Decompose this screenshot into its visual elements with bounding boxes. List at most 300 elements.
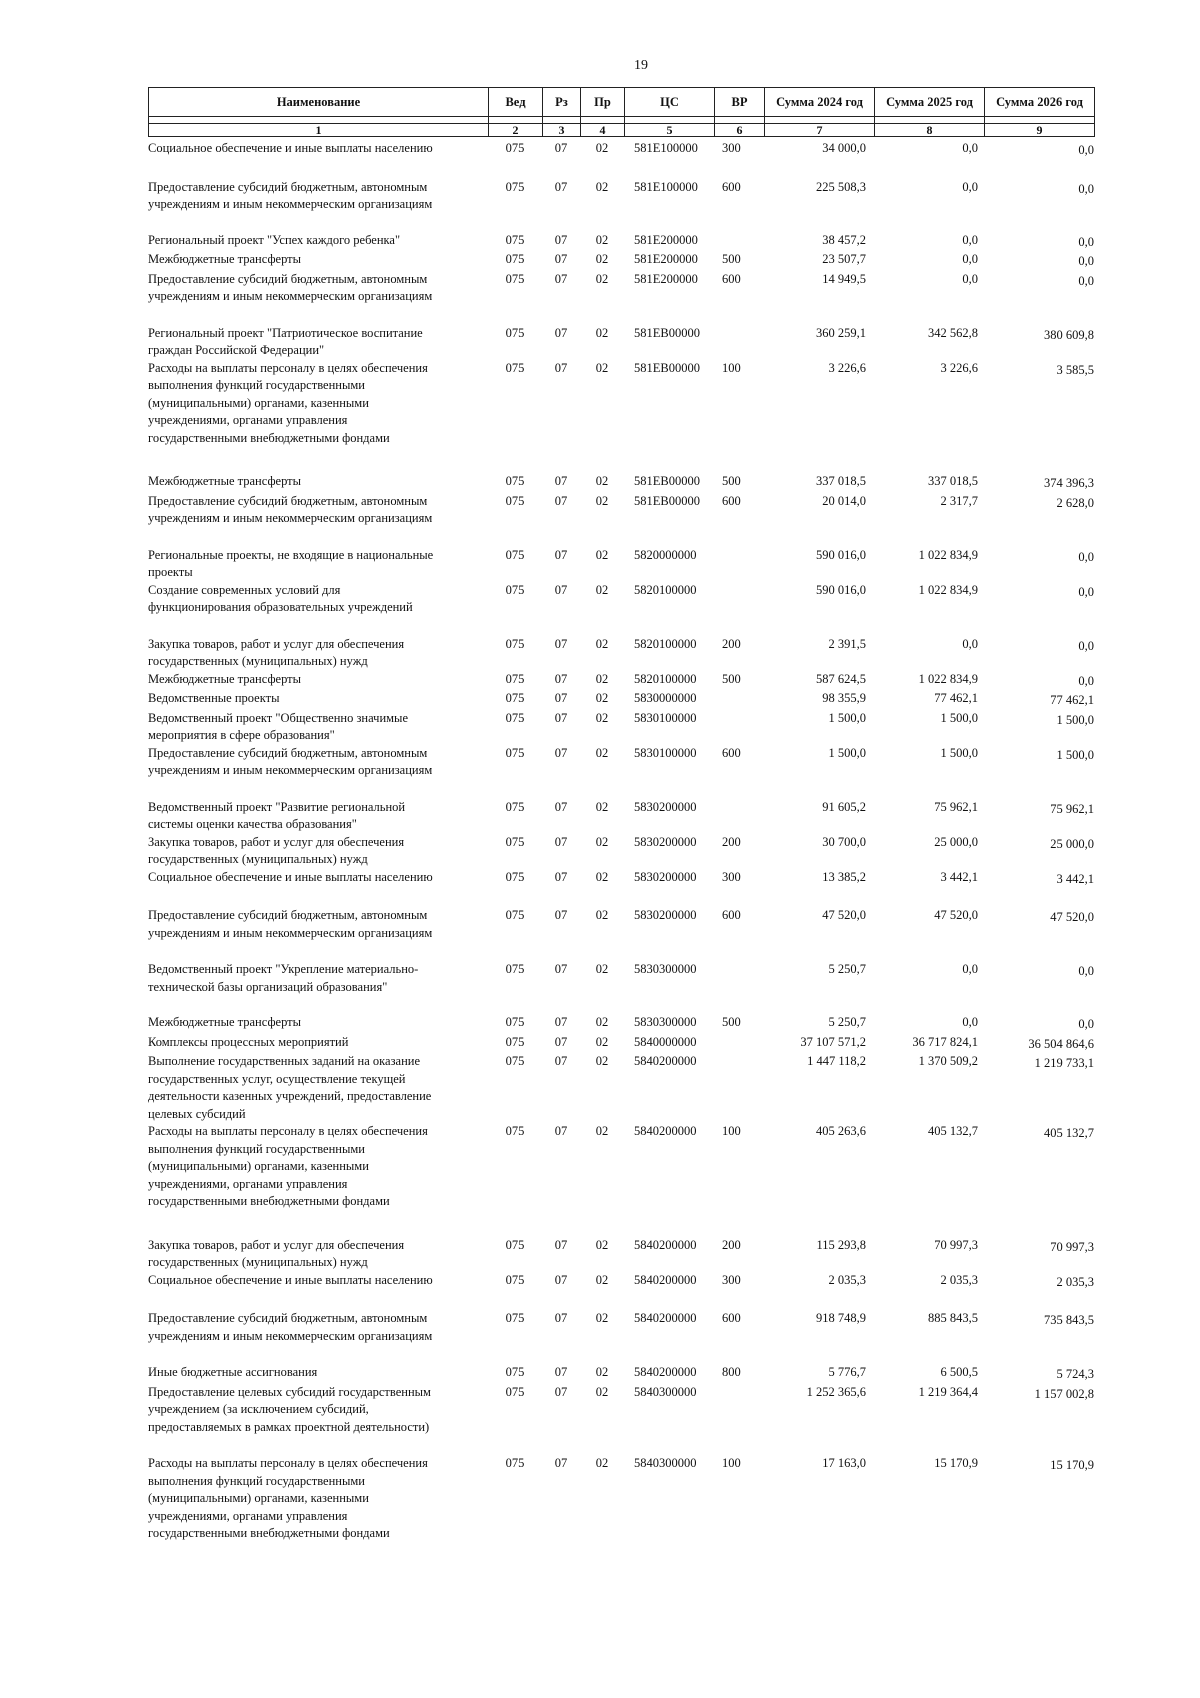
cell-pr: 02 — [595, 271, 609, 286]
cell-cs: 5840200000 — [634, 1054, 697, 1068]
cell-sum-2025: 0,0 — [962, 271, 978, 286]
cell-name-line: Предоставление субсидий бюджетным, автономным — [148, 745, 428, 760]
cell-name-line: Иные бюджетные ассигнования — [148, 1365, 318, 1379]
cell-sum-2026: 0,0 — [1078, 638, 1094, 653]
cell-sum-2026: 0,0 — [1078, 584, 1094, 599]
header-sum-2025: Сумма 2025 год — [875, 88, 985, 117]
cell-sum-2026: 0,0 — [1078, 181, 1094, 196]
cell-pr: 02 — [595, 908, 609, 922]
cell-ved: 075 — [505, 1034, 525, 1049]
cell-vr: 300 — [722, 869, 741, 884]
cell-sum-2025: 36 717 824,1 — [912, 1034, 978, 1049]
cell-rz: 07 — [554, 1034, 568, 1049]
cell-sum-2026: 0,0 — [1078, 549, 1094, 564]
cell-sum-2025: 0,0 — [962, 232, 978, 247]
cell-sum-2024: 337 018,5 — [816, 474, 866, 488]
cell-name-line: граждан Российской Федерации" — [148, 343, 325, 357]
cell-vr: 500 — [722, 252, 741, 266]
column-number: 1 — [149, 124, 489, 137]
cell-sum-2024: 23 507,7 — [822, 252, 866, 266]
cell-name-line: Социальное обеспечение и иные выплаты населению — [148, 141, 433, 155]
cell-name-line: технической базы организаций образования" — [148, 979, 388, 994]
cell-pr: 02 — [595, 745, 609, 760]
cell-name-line: целевых субсидий — [148, 1106, 246, 1121]
cell-pr: 02 — [595, 962, 609, 976]
cell-sum-2025: 0,0 — [962, 179, 978, 194]
cell-sum-2025: 2 317,7 — [940, 493, 978, 508]
cell-vr: 100 — [722, 1124, 741, 1138]
cell-sum-2025: 1 500,0 — [940, 710, 978, 725]
cell-sum-2026: 0,0 — [1078, 143, 1094, 157]
cell-name-line: выполнения функций государственными — [148, 1473, 365, 1488]
cell-vr: 500 — [722, 474, 741, 488]
cell-rz: 07 — [554, 1272, 568, 1287]
cell-name-line: государственными внебюджетными фондами — [148, 1194, 390, 1208]
table-body — [148, 140, 1094, 1543]
table-row — [148, 325, 1094, 360]
cell-name-line: учреждениями, органами управления — [148, 413, 348, 427]
cell-cs: 5840200000 — [634, 1311, 697, 1325]
cell-vr — [714, 547, 764, 582]
cell-sum-2026: 1 219 733,1 — [1034, 1056, 1094, 1070]
cell-name — [148, 1384, 488, 1437]
cell-vr — [714, 232, 764, 252]
cell-rz: 07 — [554, 547, 568, 562]
cell-name-line: (муниципальными) органами, казенными — [148, 395, 369, 410]
cell-name-line: Расходы на выплаты персоналу в целях обеспечения — [148, 1124, 428, 1138]
cell-sum-2025: 1 022 834,9 — [918, 547, 978, 562]
cell-name — [148, 493, 488, 528]
cell-rz: 07 — [554, 908, 568, 922]
table-row — [148, 690, 1094, 710]
cell-sum-2026: 1 157 002,8 — [1034, 1386, 1094, 1401]
cell-sum-2026: 1 500,0 — [1056, 712, 1094, 727]
cell-name-line: Межбюджетные трансферты — [148, 252, 302, 266]
table-row — [148, 1123, 1094, 1211]
cell-cs: 581E200000 — [634, 271, 698, 286]
cell-sum-2026: 0,0 — [1078, 964, 1094, 978]
cell-rz: 07 — [554, 360, 568, 375]
cell-vr: 200 — [722, 1237, 741, 1252]
cell-vr: 100 — [722, 1456, 741, 1470]
cell-cs: 581EB00000 — [634, 493, 700, 508]
cell-cs: 581E200000 — [634, 252, 698, 266]
cell-rz: 07 — [554, 1054, 568, 1068]
cell-cs: 5820100000 — [634, 671, 697, 686]
cell-ved: 075 — [505, 474, 525, 488]
cell-sum-2026: 36 504 864,6 — [1028, 1036, 1094, 1051]
cell-ved: 075 — [505, 582, 525, 597]
cell-rz: 07 — [554, 710, 568, 725]
cell-sum-2025: 0,0 — [962, 636, 978, 651]
cell-name — [148, 1455, 488, 1543]
table-row — [148, 710, 1094, 745]
cell-cs: 5820100000 — [634, 636, 697, 651]
cell-name-line: учреждениями, органами управления — [148, 1508, 348, 1523]
cell-vr: 200 — [722, 834, 741, 849]
cell-name — [148, 473, 488, 493]
cell-name-line: проекты — [148, 565, 193, 579]
cell-sum-2024: 2 391,5 — [828, 636, 866, 651]
cell-name — [148, 710, 488, 745]
cell-name — [148, 1272, 488, 1292]
cell-cs: 5830300000 — [634, 1015, 697, 1029]
cell-vr: 200 — [722, 636, 741, 651]
cell-name — [148, 745, 488, 780]
cell-sum-2025: 1 370 509,2 — [918, 1054, 978, 1068]
cell-pr: 02 — [595, 493, 609, 508]
cell-rz: 07 — [554, 1311, 568, 1325]
cell-vr: 300 — [722, 1272, 741, 1287]
cell-name — [148, 671, 488, 691]
cell-cs: 581EB00000 — [634, 325, 700, 340]
column-number: 3 — [543, 124, 581, 137]
cell-name — [148, 961, 488, 996]
cell-rz: 07 — [554, 474, 568, 488]
table-row — [148, 1053, 1094, 1123]
table-row — [148, 1364, 1094, 1384]
cell-name-line: учреждениям и иным некоммерческим организациям — [148, 511, 433, 525]
cell-name-line: Региональные проекты, не входящие в национальные — [148, 547, 434, 562]
cell-cs: 5830200000 — [634, 908, 697, 922]
cell-sum-2024: 38 457,2 — [822, 232, 866, 247]
cell-name-line: государственных (муниципальных) нужд — [148, 654, 368, 668]
cell-name-line: Предоставление субсидий бюджетным, автономным — [148, 1311, 428, 1325]
cell-rz: 07 — [554, 252, 568, 266]
cell-name-line: государственных услуг, осуществление текущей — [148, 1071, 406, 1086]
cell-sum-2025: 75 962,1 — [934, 799, 978, 814]
cell-sum-2024: 3 226,6 — [828, 360, 866, 375]
cell-name-line: Межбюджетные трансферты — [148, 474, 302, 488]
cell-name-line: предоставляемых в рамках проектной деятельности) — [148, 1419, 430, 1434]
cell-vr — [714, 1384, 764, 1437]
cell-pr: 02 — [595, 179, 609, 194]
table-row — [148, 582, 1094, 617]
cell-sum-2024: 1 447 118,2 — [807, 1054, 866, 1068]
cell-pr: 02 — [595, 547, 609, 562]
cell-name — [148, 547, 488, 582]
cell-name-line: Ведомственный проект "Общественно значимые — [148, 710, 408, 725]
cell-sum-2025: 6 500,5 — [940, 1365, 978, 1379]
cell-rz: 07 — [554, 869, 568, 884]
cell-name — [148, 834, 488, 869]
cell-sum-2025: 405 132,7 — [928, 1124, 978, 1138]
cell-sum-2025: 0,0 — [962, 962, 978, 976]
cell-name-line: Региональный проект "Патриотическое воспитание — [148, 325, 423, 340]
cell-cs: 581EB00000 — [634, 474, 700, 488]
header-sum-2026: Сумма 2026 год — [985, 88, 1095, 117]
cell-sum-2024: 225 508,3 — [816, 179, 866, 194]
cell-sum-2025: 0,0 — [962, 252, 978, 266]
table-row — [148, 869, 1094, 889]
cell-name-line: функционирования образовательных учреждений — [148, 600, 413, 614]
cell-name-line: Социальное обеспечение и иные выплаты населению — [148, 1272, 433, 1287]
cell-name-line: (муниципальными) органами, казенными — [148, 1159, 369, 1173]
cell-vr — [714, 1034, 764, 1054]
cell-cs: 5830000000 — [634, 691, 697, 705]
cell-ved: 075 — [505, 1124, 525, 1138]
cell-cs: 5840300000 — [634, 1384, 697, 1399]
cell-cs: 5830100000 — [634, 710, 697, 725]
cell-name-line: государственных (муниципальных) нужд — [148, 852, 368, 866]
cell-name-line: учреждениям и иным некоммерческим организациям — [148, 925, 433, 940]
cell-name — [148, 636, 488, 671]
cell-sum-2024: 1 252 365,6 — [806, 1384, 866, 1399]
cell-name — [148, 271, 488, 306]
cell-ved: 075 — [505, 908, 525, 922]
cell-name — [148, 1310, 488, 1345]
header-sum-2024: Сумма 2024 год — [765, 88, 875, 117]
cell-ved: 075 — [505, 710, 525, 725]
cell-ved: 075 — [505, 1365, 525, 1379]
cell-ved: 075 — [505, 271, 525, 286]
cell-rz: 07 — [554, 493, 568, 508]
cell-sum-2026: 3 585,5 — [1056, 362, 1094, 377]
column-number: 2 — [489, 124, 543, 137]
cell-cs: 581EB00000 — [634, 360, 700, 375]
cell-pr: 02 — [595, 1311, 609, 1325]
cell-rz: 07 — [554, 325, 568, 340]
table-row — [148, 636, 1094, 671]
cell-sum-2026: 75 962,1 — [1050, 801, 1094, 816]
cell-sum-2026: 77 462,1 — [1050, 693, 1094, 707]
cell-pr: 02 — [595, 671, 609, 686]
cell-name-line: Расходы на выплаты персоналу в целях обеспечения — [148, 1456, 428, 1470]
table-row — [148, 179, 1094, 214]
cell-pr: 02 — [595, 1015, 609, 1029]
table-row — [148, 140, 1094, 160]
cell-name-line: Региональный проект "Успех каждого ребенка" — [148, 232, 401, 247]
table-row — [148, 1272, 1094, 1292]
cell-name — [148, 690, 488, 710]
cell-pr: 02 — [595, 325, 609, 340]
table-row — [148, 1384, 1094, 1437]
cell-sum-2026: 2 628,0 — [1056, 495, 1094, 510]
cell-name — [148, 1014, 488, 1034]
cell-name — [148, 869, 488, 889]
cell-ved: 075 — [505, 179, 525, 194]
cell-sum-2025: 885 843,5 — [928, 1311, 978, 1325]
cell-pr: 02 — [595, 710, 609, 725]
cell-vr: 600 — [722, 1311, 741, 1325]
cell-vr: 600 — [722, 179, 741, 194]
cell-pr: 02 — [595, 232, 609, 247]
table-row — [148, 251, 1094, 271]
table-row — [148, 547, 1094, 582]
cell-sum-2026: 1 500,0 — [1056, 747, 1094, 762]
cell-sum-2026: 3 442,1 — [1056, 871, 1094, 886]
cell-cs: 5840200000 — [634, 1365, 697, 1379]
cell-name-line: учреждениям и иным некоммерческим организациям — [148, 1328, 433, 1343]
cell-pr: 02 — [595, 1365, 609, 1379]
cell-sum-2024: 34 000,0 — [822, 141, 866, 155]
cell-vr — [714, 690, 764, 710]
cell-cs: 5840200000 — [634, 1272, 697, 1287]
cell-sum-2025: 1 022 834,9 — [918, 582, 978, 597]
cell-cs: 581E200000 — [634, 232, 698, 247]
cell-name-line: Комплексы процессных мероприятий — [148, 1034, 349, 1049]
cell-rz: 07 — [554, 691, 568, 705]
cell-name — [148, 232, 488, 252]
table-row — [148, 671, 1094, 691]
cell-name-line: (муниципальными) органами, казенными — [148, 1491, 369, 1505]
cell-sum-2026: 2 035,3 — [1056, 1274, 1094, 1289]
cell-name-line: Предоставление субсидий бюджетным, автономным — [148, 179, 428, 194]
cell-vr: 500 — [722, 1015, 741, 1029]
cell-sum-2024: 14 949,5 — [822, 271, 866, 286]
cell-ved: 075 — [505, 232, 525, 247]
cell-sum-2024: 5 776,7 — [828, 1365, 866, 1379]
cell-sum-2024: 20 014,0 — [822, 493, 866, 508]
table-row — [148, 271, 1094, 306]
cell-cs: 5840200000 — [634, 1124, 697, 1138]
cell-ved: 075 — [505, 1054, 525, 1068]
cell-sum-2025: 1 500,0 — [940, 745, 978, 760]
table-row — [148, 961, 1094, 996]
cell-ved: 075 — [505, 252, 525, 266]
cell-cs: 5840300000 — [634, 1456, 697, 1470]
cell-vr: 600 — [722, 745, 741, 760]
cell-rz: 07 — [554, 271, 568, 286]
cell-sum-2025: 0,0 — [962, 141, 978, 155]
cell-name-line: Межбюджетные трансферты — [148, 1015, 302, 1029]
cell-vr — [714, 582, 764, 617]
header-ved: Вед — [489, 88, 543, 117]
cell-sum-2025: 337 018,5 — [928, 474, 978, 488]
cell-rz: 07 — [554, 232, 568, 247]
cell-pr: 02 — [595, 636, 609, 651]
cell-pr: 02 — [595, 869, 609, 884]
table-row — [148, 1014, 1094, 1034]
cell-ved: 075 — [505, 671, 525, 686]
cell-name-line: Закупка товаров, работ и услуг для обеспечения — [148, 1237, 405, 1252]
cell-ved: 075 — [505, 1272, 525, 1287]
cell-cs: 5830100000 — [634, 745, 697, 760]
header-rz: Рз — [543, 88, 581, 117]
cell-vr: 600 — [722, 493, 741, 508]
cell-name-line: Создание современных условий для — [148, 582, 341, 597]
cell-cs: 581E100000 — [634, 179, 698, 194]
cell-name — [148, 251, 488, 271]
table-row — [148, 1034, 1094, 1054]
cell-rz: 07 — [554, 141, 568, 155]
cell-name-line: выполнения функций государственными — [148, 1141, 365, 1156]
cell-sum-2026: 374 396,3 — [1044, 476, 1094, 490]
cell-ved: 075 — [505, 360, 525, 375]
cell-pr: 02 — [595, 1384, 609, 1399]
cell-name-line: Закупка товаров, работ и услуг для обеспечения — [148, 636, 405, 651]
cell-rz: 07 — [554, 582, 568, 597]
cell-cs: 5830200000 — [634, 799, 697, 814]
cell-name — [148, 140, 488, 160]
cell-sum-2026: 47 520,0 — [1050, 910, 1094, 924]
cell-vr — [714, 799, 764, 834]
cell-cs: 5840000000 — [634, 1034, 697, 1049]
cell-sum-2026: 25 000,0 — [1050, 836, 1094, 851]
cell-rz: 07 — [554, 1237, 568, 1252]
cell-ved: 075 — [505, 962, 525, 976]
cell-rz: 07 — [554, 179, 568, 194]
cell-sum-2024: 30 700,0 — [822, 834, 866, 849]
cell-name — [148, 582, 488, 617]
cell-rz: 07 — [554, 1384, 568, 1399]
cell-ved: 075 — [505, 691, 525, 705]
cell-name-line: Закупка товаров, работ и услуг для обеспечения — [148, 834, 405, 849]
cell-pr: 02 — [595, 799, 609, 814]
header-pr: Пр — [581, 88, 625, 117]
cell-vr — [714, 710, 764, 745]
cell-sum-2024: 98 355,9 — [822, 691, 866, 705]
cell-ved: 075 — [505, 745, 525, 760]
cell-name-line: учреждениям и иным некоммерческим организациям — [148, 763, 433, 777]
cell-sum-2025: 1 219 364,4 — [918, 1384, 978, 1399]
cell-ved: 075 — [505, 636, 525, 651]
cell-sum-2024: 47 520,0 — [822, 908, 866, 922]
column-number: 7 — [765, 124, 875, 137]
table-row — [148, 1310, 1094, 1345]
cell-vr: 500 — [722, 671, 741, 686]
cell-cs: 5830200000 — [634, 834, 697, 849]
column-number: 9 — [985, 124, 1095, 137]
cell-vr: 100 — [722, 360, 741, 375]
cell-pr: 02 — [595, 1054, 609, 1068]
cell-rz: 07 — [554, 1456, 568, 1470]
cell-name — [148, 360, 488, 448]
cell-name-line: деятельности казенных учреждений, предоставление — [148, 1089, 432, 1103]
table-row — [148, 232, 1094, 252]
cell-sum-2026: 0,0 — [1078, 273, 1094, 288]
cell-name-line: учреждениями, органами управления — [148, 1176, 348, 1191]
cell-sum-2025: 3 226,6 — [940, 360, 978, 375]
cell-cs: 5830200000 — [634, 869, 697, 884]
table-row — [148, 493, 1094, 528]
cell-name-line: системы оценки качества образования" — [148, 817, 357, 831]
cell-sum-2024: 5 250,7 — [828, 962, 866, 976]
cell-sum-2026: 70 997,3 — [1050, 1239, 1094, 1254]
cell-name-line: Социальное обеспечение и иные выплаты населению — [148, 869, 433, 884]
cell-sum-2024: 405 263,6 — [816, 1124, 866, 1138]
column-number: 5 — [625, 124, 715, 137]
cell-pr: 02 — [595, 474, 609, 488]
cell-sum-2024: 587 624,5 — [816, 671, 866, 686]
cell-sum-2025: 0,0 — [962, 1015, 978, 1029]
cell-rz: 07 — [554, 1124, 568, 1138]
cell-sum-2024: 2 035,3 — [828, 1272, 866, 1287]
cell-ved: 075 — [505, 493, 525, 508]
cell-sum-2024: 37 107 571,2 — [800, 1034, 866, 1049]
cell-sum-2024: 1 500,0 — [828, 745, 866, 760]
page-number: 19 — [634, 58, 648, 73]
cell-ved: 075 — [505, 1384, 525, 1399]
cell-pr: 02 — [595, 1272, 609, 1287]
cell-ved: 075 — [505, 834, 525, 849]
cell-rz: 07 — [554, 834, 568, 849]
cell-ved: 075 — [505, 1311, 525, 1325]
cell-vr — [714, 325, 764, 360]
cell-name — [148, 1053, 488, 1123]
cell-cs: 5820100000 — [634, 582, 697, 597]
table-row — [148, 834, 1094, 869]
table-row — [148, 907, 1094, 942]
cell-sum-2025: 47 520,0 — [934, 908, 978, 922]
cell-pr: 02 — [595, 141, 609, 155]
cell-ved: 075 — [505, 1015, 525, 1029]
cell-sum-2025: 342 562,8 — [928, 325, 978, 340]
cell-sum-2026: 5 724,3 — [1056, 1367, 1094, 1381]
cell-vr: 600 — [722, 271, 741, 286]
cell-sum-2024: 590 016,0 — [816, 582, 866, 597]
table-header — [148, 87, 1095, 137]
